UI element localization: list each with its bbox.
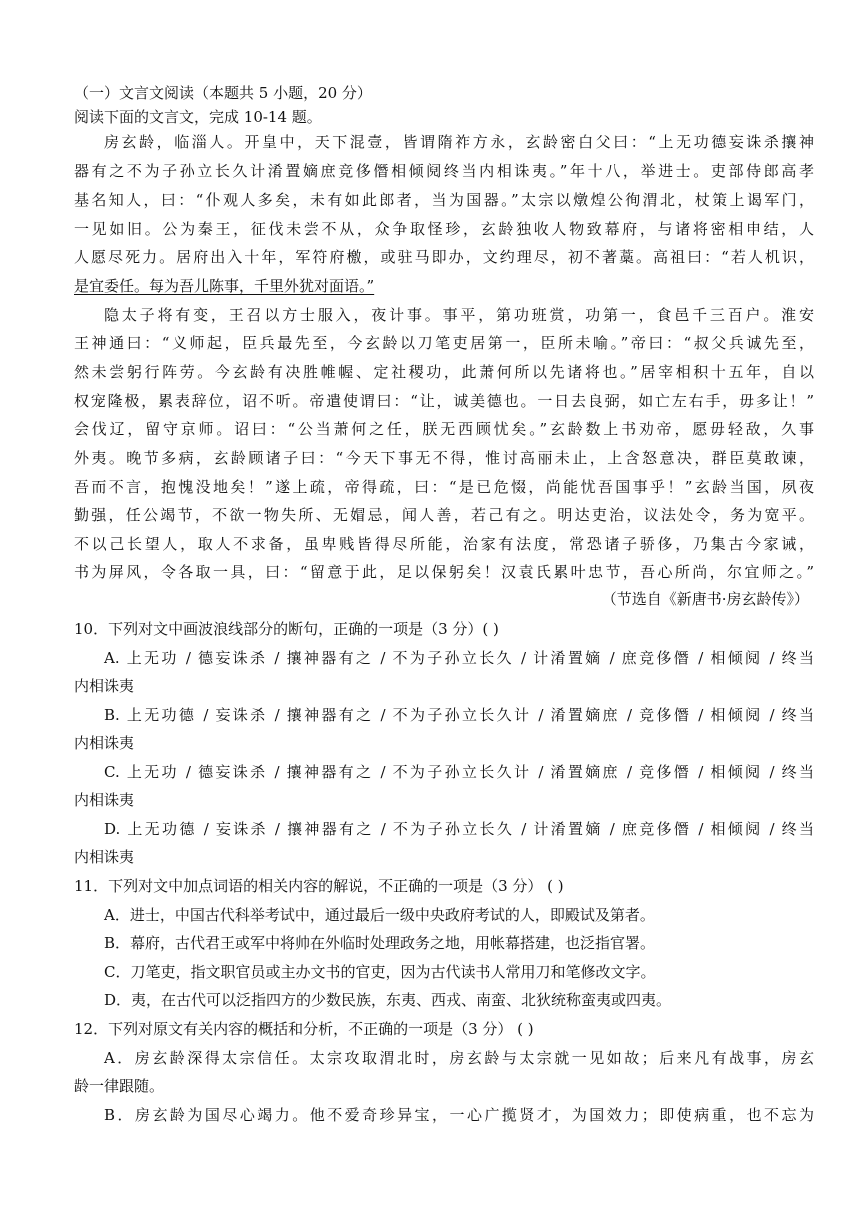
passage-p2-line7: 吾而不言，抱愧没地矣！”遂上疏，帝得疏，曰：“是已危惙，尚能忧吾国事乎！”玄龄当国，夙夜 bbox=[74, 478, 814, 496]
q11-stem: 11．下列对文中加点词语的相关内容的解说，不正确的一项是（3 分） ( ) bbox=[74, 877, 564, 895]
passage-p2-line4: 权宠隆极，累表辞位，诏不听。帝遣使谓曰：“让，诚美德也。一日去良弼，如亡左右手，毋多让！” bbox=[74, 392, 814, 410]
passage-p1-line5: 人愿尽死力。居府出入十年，军符府檄，或驻马即办，文约理尽，初不著藁。高祖曰：“若人机识， bbox=[74, 248, 814, 266]
passage-p1-line4: 一见如旧。公为秦王，征伐未尝不从，众争取怪珍，玄龄独收人物致幕府，与诸将密相申结，人 bbox=[74, 220, 814, 238]
q10-stem: 10．下列对文中画波浪线部分的断句，正确的一项是（3 分）( ) bbox=[74, 620, 499, 638]
q11-option-d: D．夷，在古代可以泛指四方的少数民族，东夷、西戎、南蛮、北狄统称蛮夷或四夷。 bbox=[104, 991, 672, 1009]
q11-option-a: A．进士，中国古代科举考试中，通过最后一级中央政府考试的人，即殿试及第者。 bbox=[104, 906, 655, 924]
q10-option-c-cont: 内相诛夷 bbox=[74, 791, 135, 809]
q11-option-c: C．刀笔吏，指文职官员或主办文书的官吏，因为古代读书人常用刀和笔修改文字。 bbox=[104, 963, 656, 981]
passage-source: （节选自《新唐书·房玄龄传》） bbox=[601, 590, 809, 608]
q11-option-b: B．幕府，古代君王或军中将帅在外临时处理政务之地，用帐幕搭建，也泛指官署。 bbox=[104, 934, 656, 952]
passage-p1-line2: 器有之不为子孙立长久计淆置嫡庶竞侈僭相倾阋终当内相诛夷。”年十八，举进士。吏部侍郎高孝 bbox=[74, 162, 814, 180]
section-heading: （一）文言文阅读（本题共 5 小题，20 分） bbox=[74, 84, 372, 102]
q12-stem: 12．下列对原文有关内容的概括和分析，不正确的一项是（3 分） ( ) bbox=[74, 1020, 534, 1038]
q10-option-c: C. 上无功 / 德妄诛杀 / 攘神器有之 / 不为子孙立长久计 / 淆置嫡庶 / 竞侈僭 / 相倾阋 / 终当 bbox=[104, 763, 814, 781]
passage-p2-line9: 不以己长望人，取人不求备，虽卑贱皆得尽所能，治家有法度，常恐诸子骄侈，乃集古今家诫， bbox=[74, 535, 814, 553]
q10-option-a: A. 上无功 / 德妄诛杀 / 攘神器有之 / 不为子孙立长久 / 计淆置嫡 / 庶竞侈僭 / 相倾阋 / 终当 bbox=[104, 649, 814, 667]
q10-option-d-cont: 内相诛夷 bbox=[74, 848, 135, 866]
q10-option-b-cont: 内相诛夷 bbox=[74, 734, 135, 752]
q10-option-b: B. 上无功德 / 妄诛杀 / 攘神器有之 / 不为子孙立长久计 / 淆置嫡庶 / 竞侈僭 / 相倾阋 / 终当 bbox=[104, 706, 814, 724]
passage-p2-line2: 王神通曰：“义师起，臣兵最先至，今玄龄以刀笔吏居第一，臣所未喻。”帝曰：“叔父兵诚先至， bbox=[74, 334, 814, 352]
q10-option-d: D. 上无功德 / 妄诛杀 / 攘神器有之 / 不为子孙立长久 / 计淆置嫡 / 庶竞侈僭 / 相倾阋 / 终当 bbox=[104, 820, 814, 838]
passage-p2-line1: 隐太子将有变，王召以方士服入，夜计事。事平，第功班赏，功第一，食邑千三百户。淮安 bbox=[104, 306, 814, 324]
instruction: 阅读下面的文言文，完成 10-14 题。 bbox=[74, 108, 322, 126]
passage-p1-line6: 是宜委任。每为吾儿陈事，千里外犹对面语。” bbox=[74, 277, 375, 295]
passage-p1-line3: 基名知人，曰：“仆观人多矣，未有如此郎者，当为国器。”太宗以燉煌公徇渭北，杖策上谒军门， bbox=[74, 191, 814, 209]
q10-option-a-cont: 内相诛夷 bbox=[74, 677, 135, 695]
passage-p2-line10: 书为屏风，令各取一具，曰：“留意于此，足以保躬矣！汉袁氏累叶忠节，吾心所尚，尔宜师之。” bbox=[74, 563, 814, 581]
q12-option-b: B．房玄龄为国尽心竭力。他不爱奇珍异宝，一心广揽贤才，为国效力；即使病重，也不忘为 bbox=[104, 1106, 814, 1124]
passage-p2-line8: 勤强，任公竭节，不欲一物失所、无媢忌，闻人善，若己有之。明达吏治，议法处令，务为宽平。 bbox=[74, 506, 814, 524]
q12-option-a-cont: 龄一律跟随。 bbox=[74, 1077, 165, 1095]
passage-p2-line5: 会伐辽，留守京师。诏曰：“公当萧何之任，朕无西顾忧矣。”玄龄数上书劝帝，愿毋轻敌，久事 bbox=[74, 420, 814, 438]
passage-p1-line1: 房玄龄，临淄人。开皇中，天下混壹，皆谓隋祚方永，玄龄密白父曰：“上无功德妄诛杀攘神 bbox=[104, 133, 814, 151]
passage-p2-line6: 外夷。晚节多病，玄龄顾诸子曰：“今天下事无不得，惟讨高丽未止，上含怒意决，群臣莫敢谏， bbox=[74, 449, 814, 467]
passage-p2-line3: 然未尝躬行阵劳。今玄龄有决胜帷幄、定社稷功，此萧何所以先诸将也。”居宰相积十五年，自以 bbox=[74, 363, 814, 381]
q12-option-a: A．房玄龄深得太宗信任。太宗攻取渭北时，房玄龄与太宗就一见如故；后来凡有战事，房玄 bbox=[104, 1049, 814, 1067]
